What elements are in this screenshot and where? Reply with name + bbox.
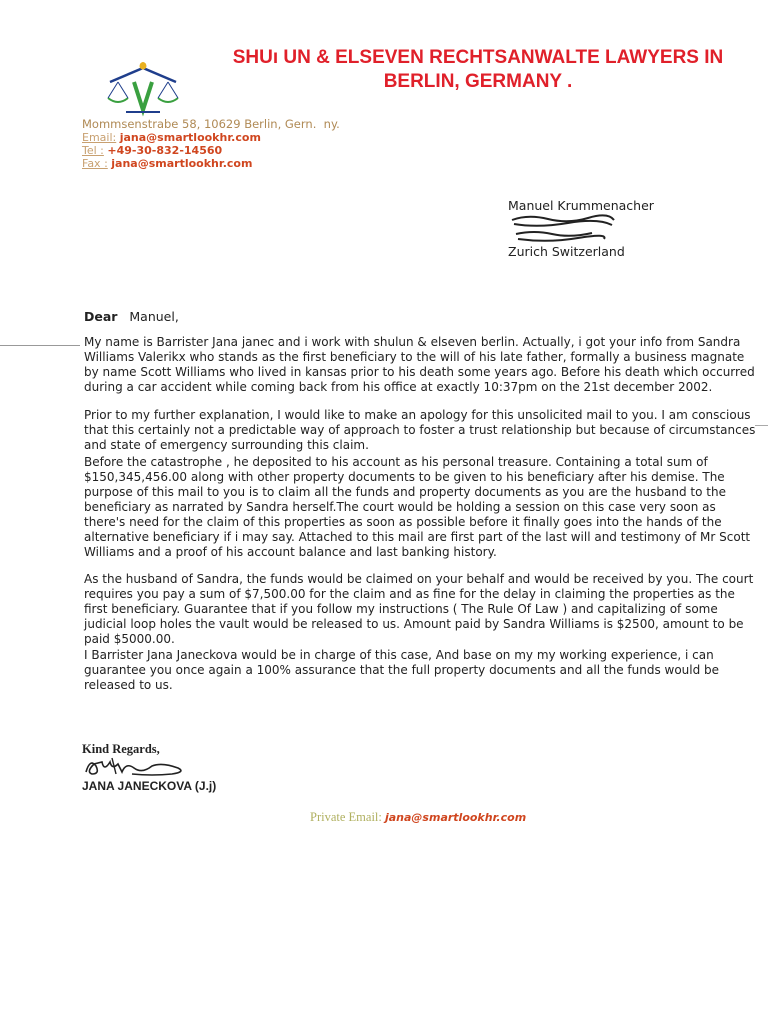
firm-address: Mommsenstrabe 58, 10629 Berlin, Gern. ny. xyxy=(82,117,340,131)
email-label: Email: xyxy=(82,131,117,144)
paragraph-payment: As the husband of Sandra, the funds would be claimed on your behalf and would be received by you. The court requires you pay a sum of $7,500.00 for the claim and as fine for the delay in claiming the properties as the first beneficiary. Guarantee that if you follow my instructions ( The Rule Of Law ) and capitalizing of some judicial loop holes the vault would be released to us. Amount paid by Sandra Williams is $2500, amount to be paid $5000.00. xyxy=(84,572,754,646)
paragraph-apology: Prior to my further explanation, I would like to make an apology for this unsolicited mail to you. I am conscious that this certainly not a predictable way of approach to foster a trust relationship but because of circumstances and state of emergency surrounding this claim. xyxy=(84,408,756,452)
private-email-label: Private Email: xyxy=(310,810,382,824)
paragraph-funds: Before the catastrophe , he deposited to his account as his personal treasure. Containing a total sum of $150,345,456.00 along with other property documents to be given to his beneficiary after his demise. The purpose of this mail to you is to claim all the funds and property documents as you are the husband to the beneficiary as narrated by Sandra herself.The court would be holding a session on this case very soon as there's need for the claim of this properties as soon as possible before it finally goes into the hands of the alternative beneficiary if i may say. Attached to this mail are first part of the last will and testimony of Mr Scott Williams and a proof of his account balance and last banking history. xyxy=(84,455,751,559)
firm-title-line-1: SHUı UN & ELSEVEN RECHTSANWALTE LAWYERS IN xyxy=(232,47,724,68)
tel-value: +49-30-832-14560 xyxy=(107,144,223,157)
signature-name: JANA JANECKOVA (J.j) xyxy=(82,779,217,793)
recipient-name: Manuel Krummenacher xyxy=(508,198,654,213)
margin-line-left xyxy=(0,345,80,346)
redaction-scribble xyxy=(508,212,618,246)
tel-label: Tel : xyxy=(82,144,104,157)
fax-label: Fax : xyxy=(82,157,108,170)
paragraph-intro: My name is Barrister Jana janec and i work with shulun & elseven berlin. Actually, i got your info from Sandra Williams Valerikx who stands as the first beneficiary to the will of his late father, formally a business magnate by name Scott Williams who lived in kansas prior to his death some years ago. Before his death which occurred during a car accident while coming back from his office at exactly 10:37pm on the 21st december 2002. xyxy=(84,335,755,394)
salutation xyxy=(84,309,179,324)
contact-email xyxy=(82,131,261,144)
salutation-word: Dear xyxy=(84,309,118,324)
firm-title-line-2: BERLIN, GERMANY . xyxy=(383,71,573,92)
recipient-city: Zurich Switzerland xyxy=(508,244,625,259)
paragraph-assurance: I Barrister Jana Janeckova would be in charge of this case, And base on my my working experience, i can guarantee you once again a 100% assurance that the full property documents and all the funds would be released to us. xyxy=(84,648,720,692)
closing-regards: Kind Regards, xyxy=(82,742,160,756)
email-value[interactable]: jana@smartlookhr.com xyxy=(119,131,261,144)
fax-value: jana@smartlookhr.com xyxy=(111,157,253,170)
private-email-value[interactable]: jana@smartlookhr.com xyxy=(384,811,527,824)
contact-tel xyxy=(82,144,222,157)
salutation-name: Manuel, xyxy=(129,309,179,324)
scales-of-justice-logo xyxy=(104,60,182,118)
contact-fax xyxy=(82,157,252,170)
handwritten-signature xyxy=(82,754,190,780)
private-email xyxy=(310,810,526,825)
